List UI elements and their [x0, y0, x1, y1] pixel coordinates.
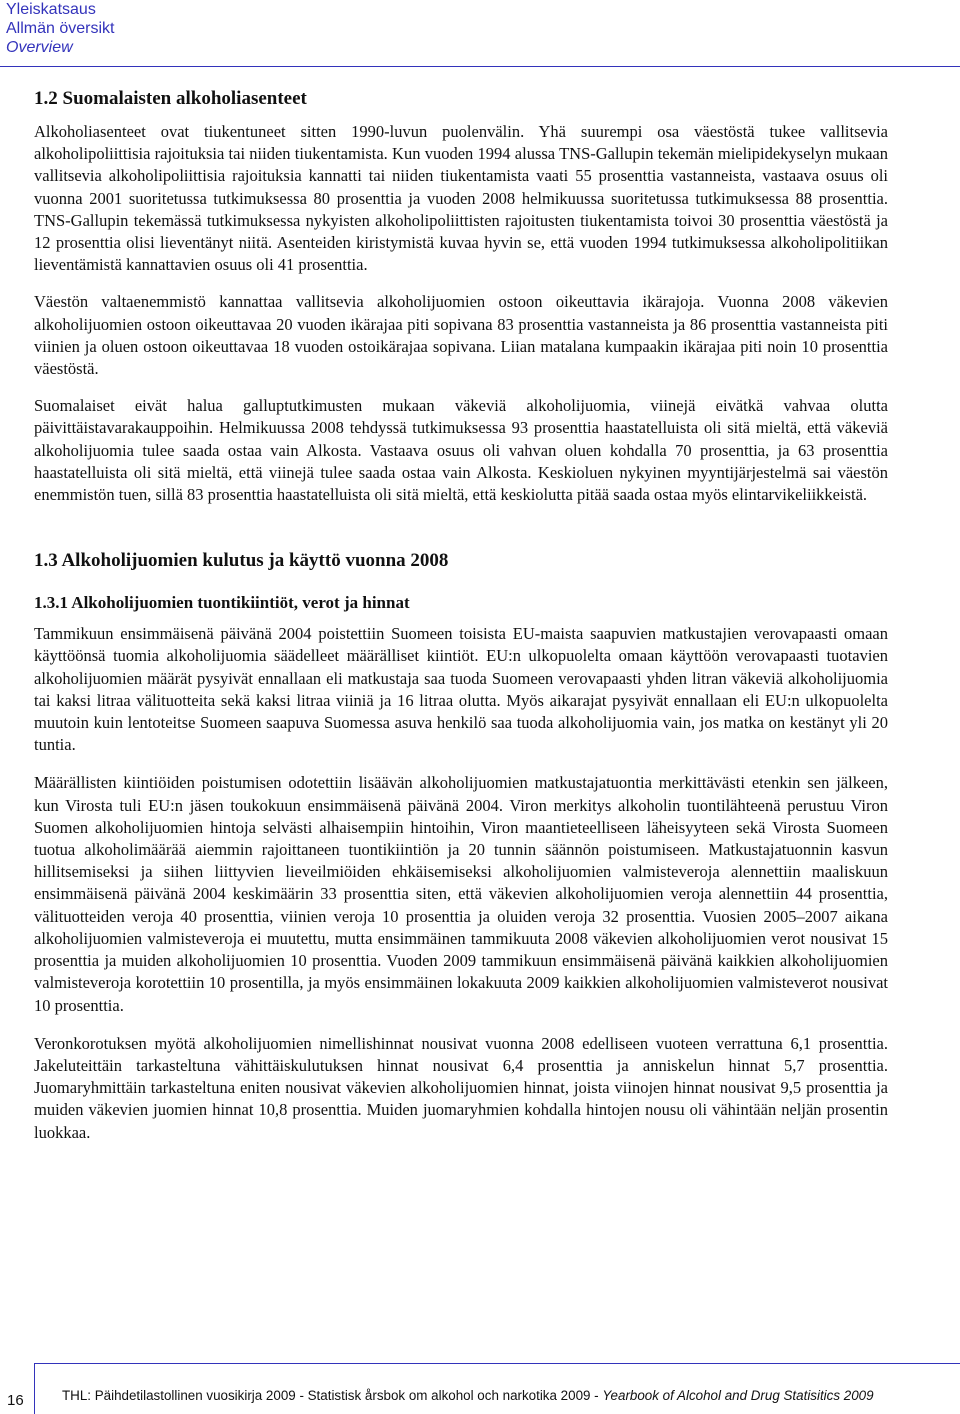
main-content: [34, 86, 888, 1144]
paragraph: Tammikuun ensimmäisenä päivänä 2004 poistettiin Suomeen toisista EU-maista saapuvien matkustajien verovapaasti omaan käyttöönsä tuomia alkoholijuomia säädelleet määrälliset kiintiöt. EU:n ulkopuolelta omaan käyttöön verovapaasti tuotavien alkoholijuomien määrät pysyivät ennallaan eli matkustaja saa tuoda Suomeen verovapaasti yhden litran väkeviä alkoholijuomia tai kaksi litraa välituotteita sekä kaksi litraa viiniä ja 16 litraa olutta. Myös aikarajat pysyivät ennallaan eli EU:n ulkopuolelta muutoin kuin lentoteitse Suomeen saapuva Suomessa asuva henkilö saa tuoda alkoholijuomia vain, jos matka on kestänyt yli 20 tuntia.: [34, 624, 888, 755]
header-divider: [0, 66, 960, 67]
footer-divider: [34, 1363, 960, 1364]
header-title-en: Overview: [6, 39, 73, 56]
section-heading-1-2: 1.2 Suomalaisten alkoholiasenteet: [34, 88, 307, 109]
paragraph: Väestön valtaenemmistö kannattaa vallitsevia alkoholijuomien ostoon oikeuttavia ikärajoja. Vuonna 2008 väkevien alkoholijuomien ostoon oikeuttavaa 20 vuoden ikärajaa piti sopivana 83 prosenttia vastanneista ja 86 prosenttia vastanneista piti viinien ja oluen ostoon oikeuttavaa 18 vuoden ostoikärajaa sopivana. Liian matalana kumpaakin ikärajaa piti noin 10 prosenttia väestöstä.: [34, 292, 888, 379]
section-heading-1-3: 1.3 Alkoholijuomien kulutus ja käyttö vuonna 2008: [34, 550, 449, 572]
header-title-sv: Allmän översikt: [6, 20, 115, 37]
footer-citation-fi-sv: THL: Päihdetilastollinen vuosikirja 2009 - Statistisk årsbok om alkohol och narkotika 2009 -: [62, 1388, 603, 1403]
footer-citation: [62, 1388, 874, 1403]
subsection-heading-1-3-1: 1.3.1 Alkoholijuomien tuontikiintiöt, verot ja hinnat: [34, 593, 410, 613]
paragraph: Määrällisten kiintiöiden poistumisen odotettiin lisäävän alkoholijuomien matkustajatuontia merkittävästi etenkin sen jälkeen, kun Virosta tuli EU:n jäsen toukokuun ensimmäisenä päivänä 2004. Viron merkitys alkoholin tuontilähteenä perustuu Viron Suomen alkoholijuomien hintoja selvästi alhaisempiin hintoihin, Viron maantieteelliseen läheisyyteen sekä Virosta Suomeen tuotua alkoholimäärää aiemmin rajoittaneen tuontikiintiön ja 20 tunnin säännön poistumiseen. Matkustajatuonnin kasvun hillitsemiseksi ja siihen liittyvien lieveilmiöiden ehkäisemiseksi alkoholijuomien valmisteveroja alennettiin maaliskuun ensimmäisenä päivänä 2004 keskimäärin 33 prosenttia siten, että väkevien alkoholijuomien veroja alennettiin 44 prosenttia, välituotteiden veroja 40 prosenttia, viinien veroja 10 prosenttia ja oluiden veroja 32 prosenttia. Vuosien 2005–2007 aikana alkoholijuomien valmisteveroja ei muutettu, mutta ensimmäinen tammikuuta 2008 väkevien alkoholijuomien verot nousivat 15 prosenttia ja muiden alkoholijuomien 10 prosenttia. Vuoden 2009 tammikuun ensimmäisenä päivänä kaikkien alkoholijuomien valmisteveroja korotettiin 10 prosentilla, ja myös ensimmäinen lokakuuta 2009 kaikkien alkoholijuomien valmisteverot nousivat 10 prosenttia.: [34, 773, 888, 1015]
footer-citation-en: Yearbook of Alcohol and Drug Statisitics 2009: [602, 1388, 874, 1403]
paragraph: Alkoholiasenteet ovat tiukentuneet sitten 1990-luvun puolenvälin. Yhä suurempi osa väestöstä tukee vallitsevia alkoholipoliittisia rajoituksia tai niiden tiukentamista. Kun vuoden 1994 alussa TNS-Gallupin tekemän mielipidekyselyn mukaan vallitsevia alkoholipoliittisia rajoituksia kannatti tai niiden tiukentamista vaati 55 prosenttia vastanneista, vastaava osuus oli vuonna 2001 suoritetussa tutkimuksessa 80 prosenttia ja vuoden 2008 helmikuussa suoritetussa tutkimuksessa 88 prosenttia. TNS-Gallupin tekemässä tutkimuksessa nykyisten alkoholipoliittisten rajoitusten tiukentamista toivoi 30 prosenttia väestöstä ja 12 prosenttia olisi lieventänyt niitä. Asenteiden kiristymistä kuvaa hyvin se, että vuoden 1994 tutkimuksessa alkoholipolitiikan lieventämistä kannattavien osuus oli 41 prosenttia.: [34, 122, 888, 275]
footer-vertical-divider: [34, 1363, 35, 1414]
page-number: 16: [7, 1392, 24, 1409]
header-title-fi: Yleiskatsaus: [6, 1, 96, 18]
running-header: [6, 0, 114, 57]
paragraph: Veronkorotuksen myötä alkoholijuomien nimellishinnat nousivat vuonna 2008 edelliseen vuoteen verrattuna 6,1 prosenttia. Jakeluteittäin tarkasteltuna vähittäiskulutuksen hinnat nousivat 6,4 prosenttia ja anniskelun hinnat 5,7 prosenttia. Juomaryhmittäin tarkasteltuna eniten nousivat väkevien alkoholijuomien hinnat, joista viinojen hinnat nousivat 9,5 prosenttia ja muiden väkevien juomien hinnat 10,8 prosenttia. Muiden juomaryhmien kohdalla hintojen nousu oli vähintään neljän prosentin luokkaa.: [34, 1033, 888, 1142]
paragraph: Suomalaiset eivät halua galluptutkimusten mukaan väkeviä alkoholijuomia, viinejä eivätkä vahvaa olutta päivittäistavarakauppoihin. Helmikuussa 2008 tehdyssä tutkimuksessa 93 prosenttia haastatelluista oli sitä mieltä, että väkeviä alkoholijuomia tulee saada ostaa vain Alkosta. Vastaava osuus oli vahvan oluen kohdalla 70 prosenttia, ja 63 prosenttia haastatelluista oli sitä mieltä, että viinejä tulee saada ostaa vain Alkosta. Keskioluen nykyinen myyntijärjestelmä sai väestön enemmistön tuen, sillä 83 prosenttia haastatelluista oli sitä mieltä, että keskiolutta pitää saada ostaa myös elintarvikeliikkeistä.: [34, 396, 888, 505]
